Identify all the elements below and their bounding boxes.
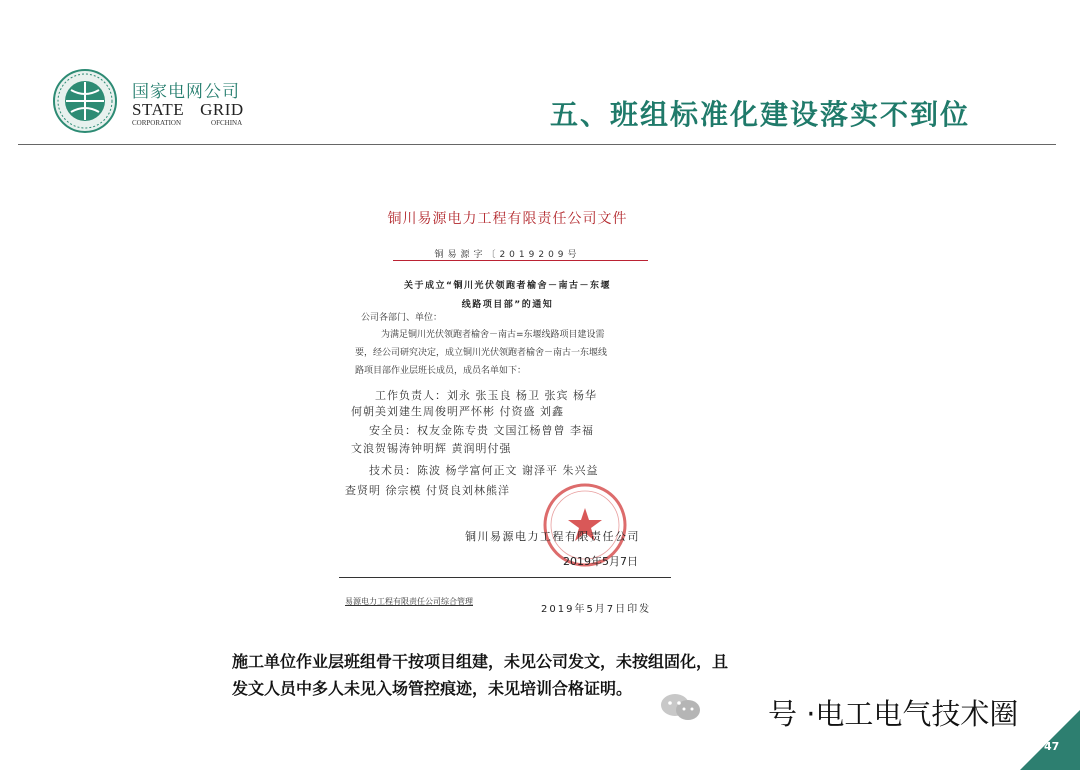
- page-number: 47: [1044, 740, 1060, 753]
- document-safety-line-2: 文浪贺锡涛钟明辉 黄润明付强: [351, 442, 512, 455]
- document-leaders-line-2: 何朝美刘建生周俊明严怀彬 付资盛 刘鑫: [351, 405, 564, 418]
- document-signature: 铜川易源电力工程有限责任公司: [465, 530, 640, 543]
- page-title: 五、班组标准化建设落实不到位: [550, 98, 971, 131]
- scanned-document: [335, 190, 680, 620]
- document-number: 铜易源字〔2019209号: [434, 250, 581, 260]
- wechat-icon: [658, 692, 704, 722]
- caption-line-1: 施工单位作业层班组骨干按项目组建，未见公司发文，未按组固化，且: [232, 652, 729, 671]
- document-tech-line-2: 查贤明 徐宗模 付贤良刘林熊洋: [345, 484, 510, 497]
- brand-en-word-2: GRID: [200, 100, 244, 119]
- brand-name-cn: 国家电网公司: [132, 82, 240, 102]
- document-tech-line-1: 技术员：陈波 杨学富何正文 谢泽平 朱兴益: [369, 464, 599, 477]
- brand-en-word-1: STATE: [132, 100, 185, 119]
- document-salutation: 公司各部门、单位：: [361, 313, 443, 323]
- document-subject-line-1: 关于成立“铜川光伏领跑者榆舍－南古－东堰: [404, 281, 611, 291]
- state-grid-logo-icon: [52, 68, 118, 134]
- document-red-rule: [393, 260, 648, 261]
- document-subject-line-2: 线路项目部”的通知: [461, 300, 554, 310]
- document-leaders-line-1: 工作负责人：刘永 张玉良 杨卫 张宾 杨华: [375, 389, 597, 402]
- header-divider: [18, 144, 1056, 145]
- slide-caption: [232, 648, 728, 702]
- brand-subtitle: [132, 119, 242, 127]
- document-body-line-2: 要，经公司研究决定，成立铜川光伏领跑者榆舍－南古一东堰线: [355, 348, 608, 358]
- document-footer-org: 易源电力工程有限责任公司综合管理: [345, 597, 473, 606]
- document-org-title: 铜川易源电力工程有限责任公司文件: [387, 211, 628, 227]
- document-sign-date: 2019年5月7日: [563, 555, 638, 568]
- watermark-text: 号 ·电工电气技术圈: [768, 697, 1019, 731]
- brand-name-en: [132, 100, 244, 120]
- document-footer-date: 2019年5月7日印发: [541, 604, 652, 615]
- brand-sub-word-2: OFCHINA: [211, 119, 243, 127]
- document-footer-rule: [339, 577, 671, 578]
- document-safety-line-1: 安全员：权友金陈专贵 文国江杨曾曾 李福: [369, 424, 594, 437]
- brand-sub-word-1: CORPORATION: [132, 119, 182, 127]
- caption-line-2: 发文人员中多人未见入场管控痕迹，未见培训合格证明。: [232, 679, 633, 698]
- document-body-line-3: 路项目部作业层班长成员，成员名单如下：: [355, 366, 527, 376]
- document-body-line-1: 为满足铜川光伏领跑者榆舍－南古=东堰线路项目建设需: [381, 330, 605, 340]
